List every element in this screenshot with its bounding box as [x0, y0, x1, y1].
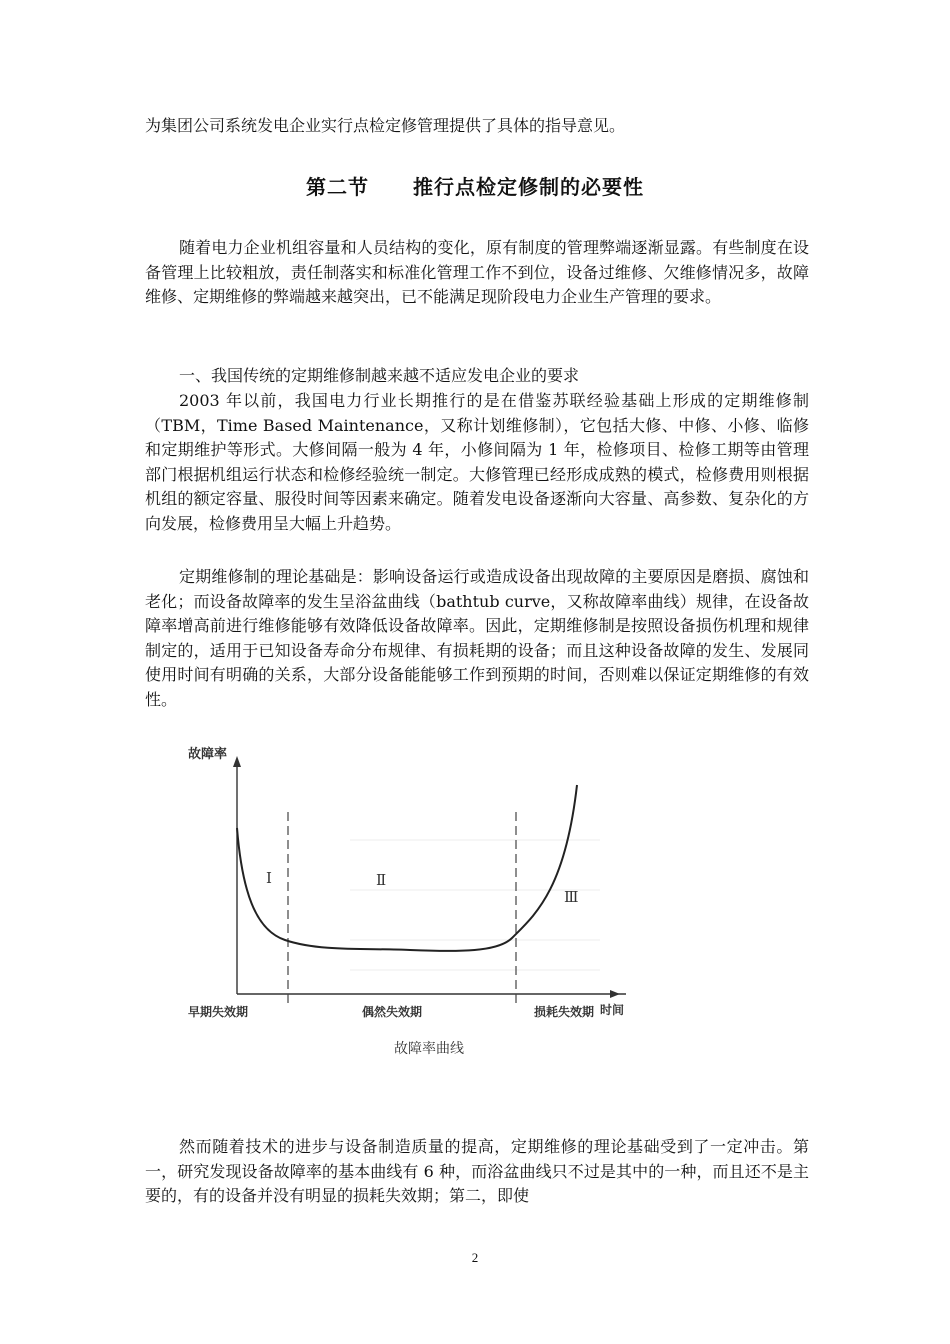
paragraph-continuation: 为集团公司系统发电企业实行点检定修管理提供了具体的指导意见。	[145, 116, 626, 135]
region-2-numeral: Ⅱ	[376, 871, 387, 889]
figure-caption: 故障率曲线	[394, 1041, 464, 1057]
region-3-label: 损耗失效期	[534, 1005, 595, 1019]
paragraph-tbm-history: 2003 年以前，我国电力行业长期推行的是在借鉴苏联经验基础上形成的定期维修制（TBM，Time Based Maintenance，又称计划维修制），它包括大修、中修、小修、临修和定期维护等形式。大修间隔一般为 4 年，小修间隔为 1 年，检修项目、检修工期等由管理部门根据机组运行状态和检修经验统一制定。大修管理已经形成成熟的模式，检修费用则根据机组的额定容量、服役时间等因素来确定。随着发电设备逐渐向大容量、高参数、复杂化的方向发展，检修费用呈大幅上升趋势。	[145, 391, 809, 533]
bathtub-curve-figure	[180, 740, 625, 1065]
y-axis-label: 故障率	[188, 747, 228, 762]
page-number: 2	[471, 1250, 479, 1265]
bathtub-curve-diagram	[180, 740, 625, 1065]
paragraph-intro: 随着电力企业机组容量和人员结构的变化，原有制度的管理弊端逐渐显露。有些制度在设备管理上比较粗放，责任制落实和标准化管理工作不到位，设备过维修、欠维修情况多，故障维修、定期维修的弊端越来越突出，已不能满足现阶段电力企业生产管理的要求。	[145, 238, 809, 307]
region-1-label: 早期失效期	[188, 1005, 249, 1019]
paragraph-subheading: 一、我国传统的定期维修制越来越不适应发电企业的要求	[179, 366, 580, 385]
region-3-numeral: Ⅲ	[564, 888, 579, 906]
region-1-numeral: Ⅰ	[266, 869, 272, 887]
paragraph-tbm-theory: 定期维修制的理论基础是：影响设备运行或造成设备出现故障的主要原因是磨损、腐蚀和老化；而设备故障率的发生呈浴盆曲线（bathtub curve，又称故障率曲线）规律，在设备故障率增高前进行维修能够有效降低设备故障率。因此，定期维修制是按照设备损伤机理和规律制定的，适用于已知设备寿命分布规律、有损耗期的设备；而且这种设备故障的发生、发展同使用时间有明确的关系，大部分设备能能够工作到预期的时间，否则难以保证定期维修的有效性。	[145, 567, 809, 709]
paragraph-tbm-challenge: 然而随着技术的进步与设备制造质量的提高，定期维修的理论基础受到了一定冲击。第一，研究发现设备故障率的基本曲线有 6 种，而浴盆曲线只不过是其中的一种，而且还不是主要的，有的设备并没有明显的损耗失效期；第二，即使	[145, 1137, 809, 1206]
section-title: 推行点检定修制的必要性	[412, 175, 644, 199]
section-heading	[0, 171, 950, 200]
region-2-label: 偶然失效期	[362, 1005, 423, 1019]
section-number: 第二节	[306, 175, 370, 199]
x-axis-label: 时间	[600, 1003, 625, 1017]
